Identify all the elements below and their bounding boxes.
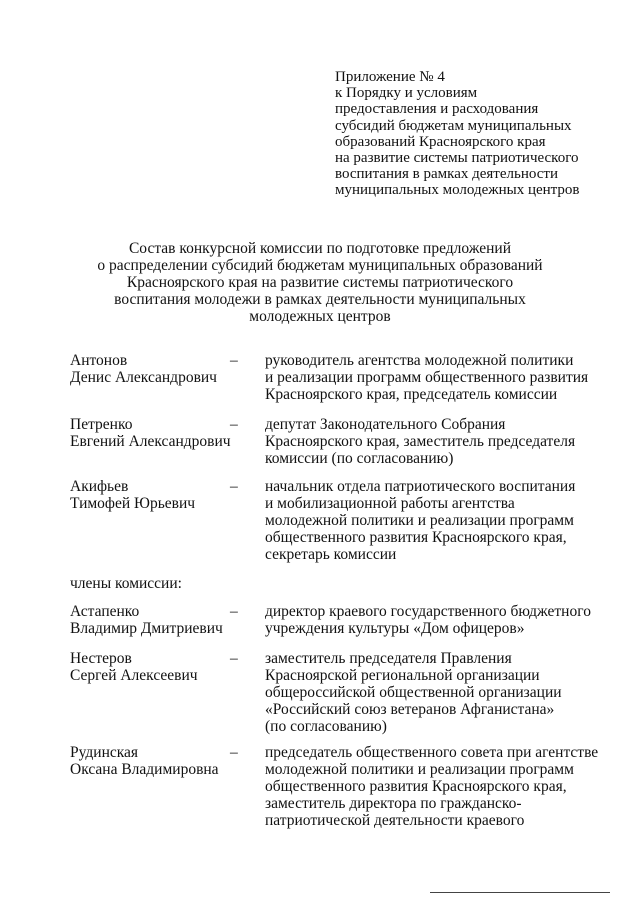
role-line: руководитель агентства молодежной политики bbox=[265, 352, 574, 369]
appendix-line: воспитания в рамках деятельности bbox=[335, 166, 558, 183]
dash-separator: – bbox=[230, 416, 238, 433]
member-role bbox=[265, 478, 625, 563]
role-line: учреждения культуры «Дом офицеров» bbox=[265, 620, 525, 637]
role-line: секретарь комиссии bbox=[265, 546, 397, 563]
member-name bbox=[70, 603, 240, 637]
role-line: патриотической деятельности краевого bbox=[265, 812, 525, 829]
appendix-line: предоставления и расходования bbox=[335, 101, 539, 118]
member-name bbox=[70, 478, 240, 512]
role-line: заместитель директора по гражданско- bbox=[265, 795, 522, 812]
role-line: заместитель председателя Правления bbox=[265, 650, 512, 667]
role-line: Красноярского края, заместитель председателя bbox=[265, 433, 576, 450]
appendix-line: субсидий бюджетам муниципальных bbox=[335, 117, 572, 134]
appendix-line: Приложение № 4 bbox=[335, 69, 445, 85]
role-line: молодежной политики и реализации программ bbox=[265, 761, 574, 778]
role-line: Красноярского края, председатель комиссии bbox=[265, 386, 558, 403]
footer-divider bbox=[430, 892, 610, 893]
dash-separator: – bbox=[230, 352, 238, 369]
role-line: Красноярской региональной организации bbox=[265, 667, 540, 684]
member-given-names: Евгений Александрович bbox=[70, 433, 231, 450]
appendix-line: образований Красноярского края bbox=[335, 133, 546, 150]
member-surname: Нестеров bbox=[70, 650, 132, 667]
member-name bbox=[70, 352, 240, 386]
member-surname: Петренко bbox=[70, 416, 133, 433]
role-line: и мобилизационной работы агентства bbox=[265, 495, 515, 512]
member-given-names: Владимир Дмитриевич bbox=[70, 620, 223, 637]
role-line: комиссии (по согласованию) bbox=[265, 450, 454, 467]
role-line: и реализации программ общественного развития bbox=[265, 369, 589, 386]
member-role bbox=[265, 650, 625, 735]
dash-separator: – bbox=[230, 744, 238, 761]
member-surname: Астапенко bbox=[70, 603, 140, 620]
role-line: начальник отдела патриотического воспитания bbox=[265, 478, 576, 495]
member-given-names: Сергей Алексеевич bbox=[70, 667, 198, 684]
member-given-names: Тимофей Юрьевич bbox=[70, 495, 196, 512]
appendix-line: на развитие системы патриотического bbox=[335, 150, 579, 167]
member-surname: Акифьев bbox=[70, 478, 129, 495]
role-line: общественного развития Красноярского края, bbox=[265, 778, 567, 795]
member-name bbox=[70, 416, 240, 450]
member-given-names: Оксана Владимировна bbox=[70, 761, 219, 778]
member-surname: Рудинская bbox=[70, 744, 139, 761]
role-line: (по согласованию) bbox=[265, 718, 387, 735]
member-role bbox=[265, 416, 625, 467]
document-title bbox=[40, 240, 600, 325]
appendix-header bbox=[335, 69, 625, 199]
title-line: молодежных центров bbox=[249, 308, 391, 325]
role-line: общероссийской общественной организации bbox=[265, 684, 562, 701]
role-line: директор краевого государственного бюджетного bbox=[265, 603, 591, 620]
member-role bbox=[265, 603, 625, 637]
appendix-line: к Порядку и условиям bbox=[335, 85, 478, 102]
member-given-names: Денис Александрович bbox=[70, 369, 217, 386]
title-line: Красноярского края на развитие системы патриотического bbox=[126, 274, 514, 291]
role-line: молодежной политики и реализации программ bbox=[265, 512, 574, 529]
title-line: воспитания молодежи в рамках деятельности муниципальных bbox=[114, 291, 526, 308]
role-line: депутат Законодательного Собрания bbox=[265, 416, 506, 433]
dash-separator: – bbox=[230, 603, 238, 620]
member-role bbox=[265, 352, 625, 403]
member-surname: Антонов bbox=[70, 352, 128, 369]
members-section-label: члены комиссии: bbox=[70, 575, 182, 592]
title-line: Состав конкурсной комиссии по подготовке предложений bbox=[128, 240, 512, 257]
role-line: председатель общественного совета при агентстве bbox=[265, 744, 599, 761]
appendix-line: муниципальных молодежных центров bbox=[335, 182, 580, 199]
dash-separator: – bbox=[230, 650, 238, 667]
member-name bbox=[70, 650, 240, 684]
member-role bbox=[265, 744, 625, 829]
title-line: о распределении субсидий бюджетам муниципальных образований bbox=[97, 257, 543, 274]
role-line: общественного развития Красноярского края, bbox=[265, 529, 567, 546]
dash-separator: – bbox=[230, 478, 238, 495]
member-name bbox=[70, 744, 240, 778]
role-line: «Российский союз ветеранов Афганистана» bbox=[265, 701, 555, 718]
